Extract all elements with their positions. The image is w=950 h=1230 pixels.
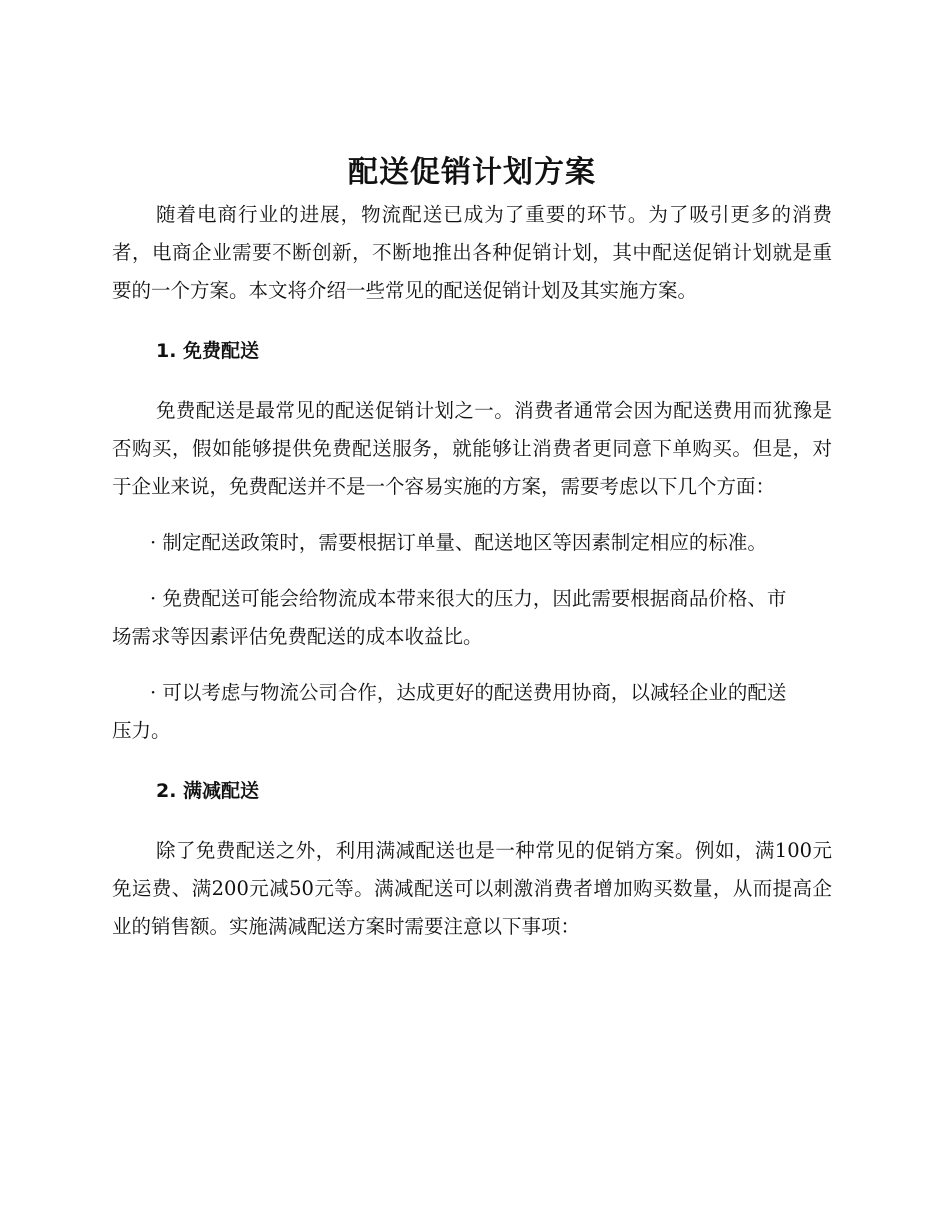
intro-paragraph: 随着电商行业的进展，物流配送已成为了重要的环节。为了吸引更多的消费者，电商企业需要不断创新，不断地推出各种促销计划，其中配送促销计划就是重要的一个方案。本文将介绍一些常见的配送促销计划及其实施方案。	[112, 203, 832, 302]
document-title: 配送促销计划方案	[348, 155, 596, 190]
free-delivery-paragraph: 免费配送是最常见的配送促销计划之一。消费者通常会因为配送费用而犹豫是否购买，假如能够提供免费配送服务，就能够让消费者更同意下单购买。但是，对于企业来说，免费配送并不是一个容易实施的方案，需要考虑以下几个方面：	[112, 399, 832, 498]
document-page	[112, 150, 832, 946]
discount-delivery-paragraph: 除了免费配送之外，利用满减配送也是一种常见的促销方案。例如，满100元免运费、满200元减50元等。满减配送可以刺激消费者增加购买数量，从而提高企业的销售额。实施满减配送方案时需要注意以下事项：	[112, 839, 832, 938]
section-heading-free-delivery: 1. 免费配送	[156, 340, 260, 362]
section-heading-discount-delivery: 2. 满减配送	[156, 780, 260, 802]
bullet-item: · 制定配送政策时，需要根据订单量、配送地区等因素制定相应的标准。	[150, 531, 767, 554]
bullet-item: · 可以考虑与物流公司合作，达成更好的配送费用协商，以减轻企业的配送压力。	[112, 681, 787, 742]
bullet-item: · 免费配送可能会给物流成本带来很大的压力，因此需要根据商品价格、市场需求等因素评估免费配送的成本收益比。	[112, 587, 787, 648]
